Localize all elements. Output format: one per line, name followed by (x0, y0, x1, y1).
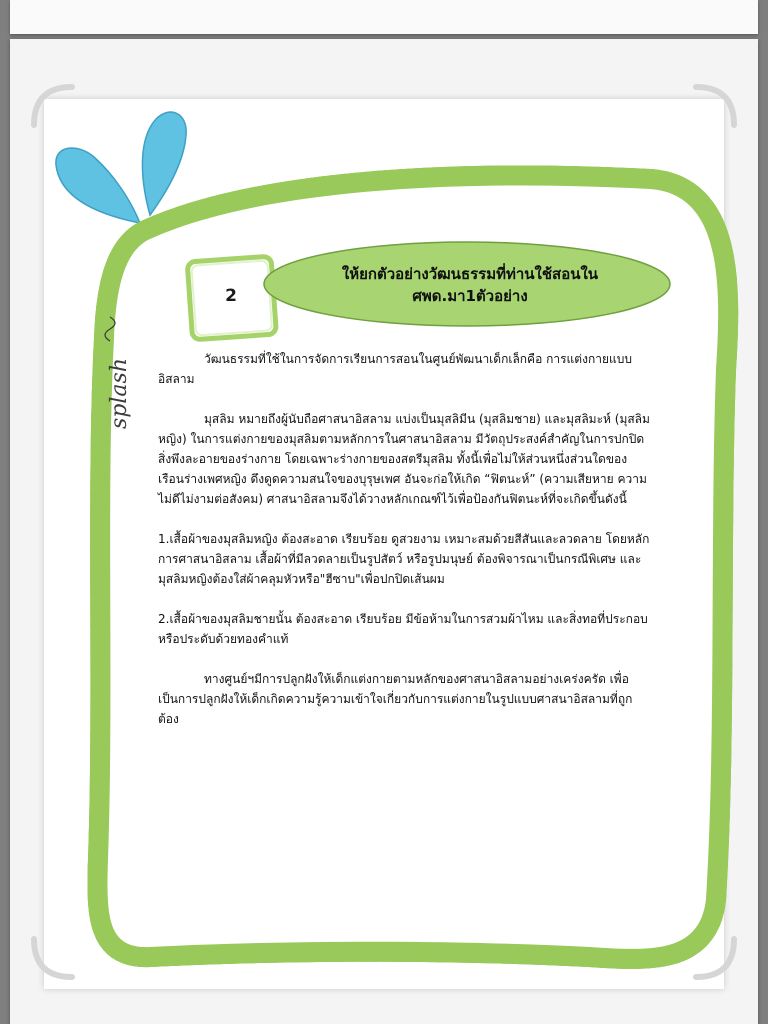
paragraph-women-dress: 1.เสื้อผ้าของมุสลิมหญิง ต้องสะอาด เรียบร้อย ดูสวยงาม เหมาะสมด้วยสีสันและลวดลาย โดยหลักการศาสนาอิสลาม เสื้อผ้าที่มีลวดลายเป็นรูปสัตว์ หรือรูปมนุษย์ ต้องพิจารณาเป็นกรณีพิเศษ และมุสลิมหญิงต้องใส่ผ้าคลุมหัวหรือ"ฮีซาบ"เพื่อปกปิดเส้นผม (158, 532, 650, 586)
splash-script-text: splash (107, 358, 132, 429)
title-line-2: ศพด.มา1ตัวอย่าง (412, 287, 528, 305)
paragraph-men-dress: 2.เสื้อผ้าของมุสลิมชายนั้น ต้องสะอาด เรียบร้อย มีข้อห้ามในการสวมผ้าไหม และสิ่งทอที่ประกอบหรือประดับด้วยทองคำแท้ (158, 612, 648, 646)
splash-drop-icon (142, 112, 186, 215)
document-page (10, 39, 758, 1024)
body-text (158, 349, 652, 749)
paragraph-muslim-definition: มุสลิม หมายถึงผู้นับถือศาสนาอิสลาม แบ่งเป็นมุสลิมีน (มุสลิมชาย) และมุสลิมะห์ (มุสลิมหญิง) ในการแต่งกายของมุสลิมตามหลักการในศาสนาอิสลาม มีวัตถุประสงค์สำคัญในการปกปิดสิ่งพึงละอายของร่างกาย โดยเฉพาะร่างกายของสตรีมุสลิม ทั้งนี้เพื่อไม่ให้ส่วนหนึ่งส่วนใดของเรือนร่างเพศหญิง ดึงดูดความสนใจของบุรุษเพศ อันจะก่อให้เกิด “ฟิตนะห์” (ความเสียหาย ความไม่ดีไม่งามต่อสังคม) ศาสนาอิสลามจึงได้วางหลักเกณฑ์ไว้เพื่อป้องกันฟิตนะห์ที่จะเกิดขึ้นดังนี้ (158, 412, 650, 506)
question-title (278, 263, 662, 307)
paragraph-intro: วัฒนธรรมที่ใช้ในการจัดการเรียนการสอนในศูนย์พัฒนาเด็กเล็กคือ การแต่งกายแบบอิสลาม (158, 352, 632, 386)
title-line-1: ให้ยกตัวอย่างวัฒนธรรมที่ท่านใช้สอนใน (341, 265, 599, 283)
splash-drop-icon (56, 148, 140, 223)
previous-page-edge (10, 0, 758, 34)
badge-number: 2 (225, 286, 237, 306)
paragraph-center-practice: ทางศูนย์ฯมีการปลูกฝังให้เด็กแต่งกายตามหลักของศาสนาอิสลามอย่างเคร่งครัด เพื่อเป็นการปลูกฝังให้เด็กเกิดความรู้ความเข้าใจเกี่ยวกับการแต่งกายในรูปแบบศาสนาอิสลามที่ถูกต้อง (158, 672, 633, 726)
